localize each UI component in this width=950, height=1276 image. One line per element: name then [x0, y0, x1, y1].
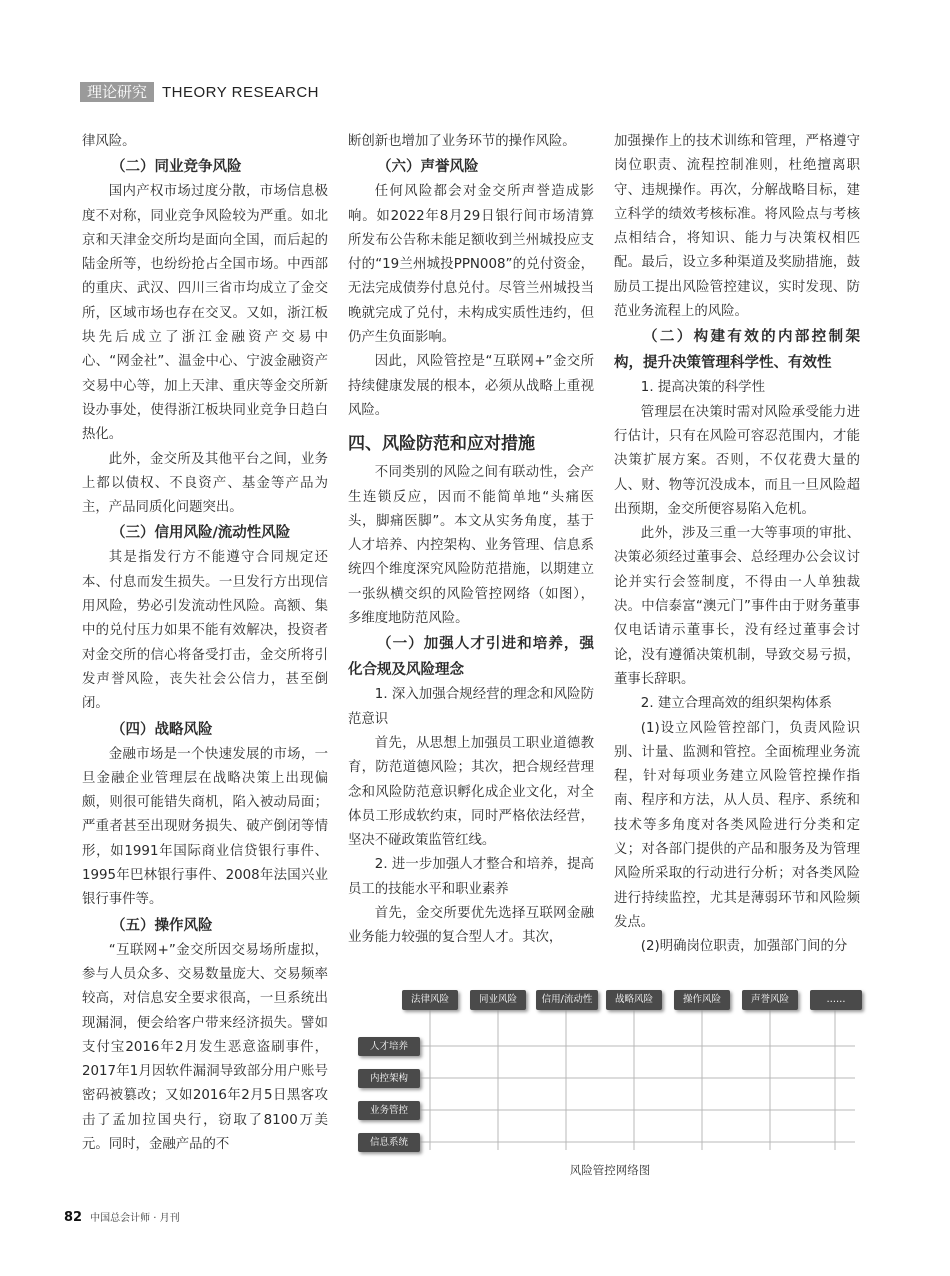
sub-subheading: 1. 深入加强合规经营的理念和风险防范意识	[348, 687, 594, 727]
section-label-cn: 理论研究	[80, 82, 154, 102]
subheading-operation-risk: （五）操作风险	[111, 917, 213, 934]
paragraph: 此外，涉及三重一大等事项的审批、决策必须经过董事会、总经理办公会议讨论并实行会签制度，不得由一人单独裁决。中信泰富“澳元门”事件由于财务董事仅电话请示董事长，没有经过董事会讨论，没有遵循决策机制，导致交易亏损，董事长辞职。	[614, 526, 860, 687]
dimension-row-label: 人才培养	[358, 1037, 420, 1056]
paragraph: (1)设立风险管控部门，负责风险识别、计量、监测和管控。全面梳理业务流程，针对每项业务建立风险管控操作指南、程序和方法，从人员、程序、系统和技术等多角度对各类风险进行分类和定义；对各部门提供的产品和服务及为管理风险所采取的行动进行分析；对各类风险进行持续监控，尤其是薄弱环节和风险频发点。	[614, 720, 860, 930]
paragraph: 首先，金交所要优先选择互联网金融业务能力较强的复合型人才。其次，	[348, 906, 594, 946]
subheading-internal-control: （二）构建有效的内部控制架构，提升决策管理科学性、有效性	[614, 329, 860, 372]
dimension-row-label: 内控架构	[358, 1069, 420, 1088]
dimension-row-label: 业务管控	[358, 1101, 420, 1120]
paragraph: 其是指发行方不能遵守合同规定还本、付息而发生损失。一旦发行方出现信用风险，势必引发流动性风险。高额、集中的兑付压力如果不能有效解决，投资者对金交所的信心将备受打击，金交所将引发声誉风险，丧失社会公信力，甚至倒闭。	[82, 550, 328, 712]
paragraph: 律风险。	[82, 134, 136, 149]
risk-column-label: 信用/流动性	[536, 990, 598, 1010]
sub-subheading: 1. 提高决策的科学性	[640, 380, 765, 396]
paragraph: 国内产权市场过度分散，市场信息极度不对称，同业竞争风险较为严重。如北京和天津金交所均是面向全国，而后起的陆金所等，也纷纷抢占全国市场。中西部的重庆、武汉、四川三省市均成立了金交所，区域市场也存在交叉。又如，浙江板块先后成立了浙江金融资产交易中心、“网金社”、温金中心、宁波金融资产交易中心等，加上天津、重庆等金交所新设办事处，使得浙江板块同业竞争日趋白热化。	[82, 184, 328, 443]
risk-column-label: ……	[810, 990, 862, 1010]
risk-column-label: 战略风险	[606, 990, 662, 1010]
dimension-row-label: 信息系统	[358, 1133, 420, 1152]
paragraph: “互联网+”金交所因交易场所虚拟，参与人员众多、交易数量庞大、交易频率较高，对信息安全要求很高，一旦系统出现漏洞，便会给客户带来经济损失。譬如支付宝2016年2月发生恶意盗刷事件，2017年1月因软件漏洞导致部分用户账号密码被篡改；又如2016年2月5日黑客攻击了孟加拉国央行，窃取了8100万美元。同时，金融产品的不	[82, 942, 328, 1152]
column-2	[348, 130, 594, 951]
paragraph: 金融市场是一个快速发展的市场，一旦金融企业管理层在战略决策上出现偏颇，则很可能错失商机，陷入被动局面；严重者甚至出现财务损失、破产倒闭等情形，如1991年国际商业信贷银行事件、1995年巴林银行事件、2008年法国兴业银行事件等。	[82, 746, 328, 908]
risk-column-label: 操作风险	[674, 990, 730, 1010]
subheading-strategy-risk: （四）战略风险	[111, 721, 213, 738]
sub-subheading: 2. 建立合理高效的组织架构体系	[640, 696, 832, 712]
section-header	[80, 82, 319, 102]
risk-column-label: 法律风险	[402, 990, 458, 1010]
subheading-competition-risk: （二）同业竞争风险	[111, 159, 242, 176]
journal-name: 中国总会计师 · 月刊	[90, 1213, 180, 1224]
paragraph: 管理层在决策时需对风险承受能力进行估计，只有在风险可容忍范围内，才能决策扩展方案。否则，不仅花费大量的人、财、物等沉没成本，而且一旦风险超出预期，金交所便容易陷入危机。	[614, 404, 860, 517]
paragraph: (2)明确岗位职责，加强部门间的分	[640, 939, 848, 955]
column-1	[82, 130, 328, 1157]
paragraph: 断创新也增加了业务环节的操作风险。	[348, 134, 576, 149]
paragraph: 不同类别的风险之间有联动性，会产生连锁反应，因而不能简单地“头痛医头，脚痛医脚”。本文从实务角度，基于人才培养、内控架构、业务管理、信息系统四个维度深究风险防范措施，以期建立一张纵横交织的风险管控网络（如图），多维度地防范风险。	[348, 465, 594, 627]
subheading-credit-risk: （三）信用风险/流动性风险	[111, 525, 291, 542]
figure-caption: 风险管控网络图	[569, 1163, 651, 1177]
paragraph: 任何风险都会对金交所声誉造成影响。如2022年8月29日银行间市场清算所发布公告称未能足额收到兰州城投应支付的“19兰州城投PPN008”的兑付资金，无法完成债券付息兑付。尽管兰州城投当晚就完成了兑付，未构成实质性违约，但仍产生负面影响。	[348, 184, 594, 346]
paragraph: 因此，风险管控是“互联网+”金交所持续健康发展的根本，必须从战略上重视风险。	[348, 354, 594, 418]
paragraph: 此外，金交所及其他平台之间，业务上都以债权、不良资产、基金等产品为主，产品同质化问题突出。	[82, 451, 328, 516]
subheading-reputation-risk: （六）声誉风险	[377, 159, 479, 176]
section-heading-4: 四、风险防范和应对措施	[348, 434, 535, 455]
risk-column-label: 同业风险	[470, 990, 526, 1010]
subheading-talent: （一）加强人才引进和培养，强化合规及风险理念	[348, 636, 594, 679]
page-footer	[64, 1209, 180, 1225]
section-label-en: THEORY RESEARCH	[162, 83, 319, 101]
risk-control-network-figure	[350, 982, 870, 1182]
paragraph: 加强操作上的技术训练和管理，严格遵守岗位职责、流程控制准则，杜绝擅离职守、违规操作。再次，分解战略目标，建立科学的绩效考核标准。将风险点与考核点相结合，将知识、能力与决策权相匹配。最后，设立多种渠道及奖励措施，鼓励员工提出风险管控建议，实时发现、防范业务流程上的风险。	[614, 134, 860, 320]
page-number: 82	[64, 1210, 83, 1225]
paragraph: 首先，从思想上加强员工职业道德教育，防范道德风险；其次，把合规经营理念和风险防范意识孵化成企业文化，对全体员工形成软约束，同时严格依法经营，坚决不碰政策监管红线。	[348, 735, 594, 849]
risk-column-label: 声誉风险	[742, 990, 798, 1010]
sub-subheading: 2. 进一步加强人才整合和培养，提高员工的技能水平和职业素养	[348, 857, 594, 897]
column-3	[614, 130, 860, 960]
